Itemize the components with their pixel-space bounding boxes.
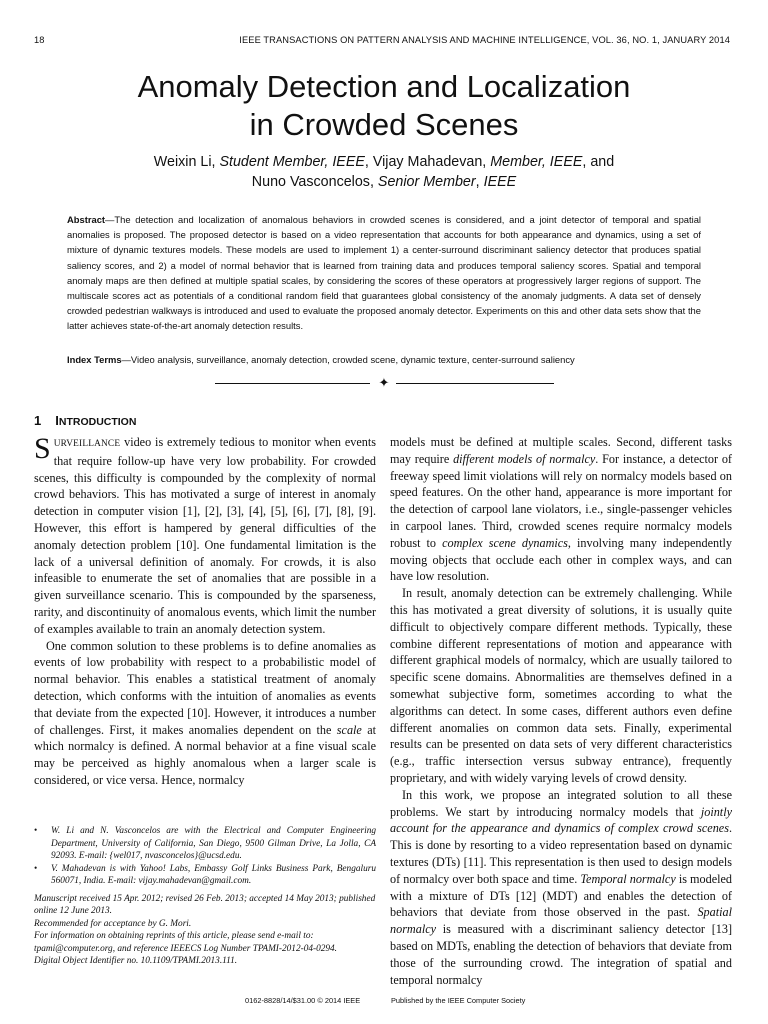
drop-cap: S	[34, 432, 51, 465]
separator-rule-left	[215, 383, 370, 384]
author-1-role: Student Member, IEEE	[219, 154, 365, 170]
title-line-1: Anomaly Detection and Localization	[137, 69, 631, 104]
paragraph-text: video is extremely tedious to monitor when events that require follow-up have very low probability. For crowded scenes, this difficulty is compounded by the complexity of normal crowd behaviors. This has motivated a surge of interest in anomaly detection in computer vision [1], [2], [3], [4], [5], [6], [7], [8], [9]. However, this effort is hampered by general difficulties of the anomaly detection problem [10]. One fundamental limitation is the lack of a universal definition of anomaly. For crowds, it is also infeasible to enumerate the set of anomalies that are possible in a given surveillance scenario. This is compounded by the sparseness, rarity, and discontinuity of anomalous events, which limit the number of examples available to train an anomaly detection system.	[34, 435, 376, 636]
author-1-name: Weixin Li,	[153, 154, 220, 170]
paragraph	[390, 787, 732, 989]
paragraph	[390, 434, 732, 585]
reprint-info: For information on obtaining reprints of this article, please send e-mail to: tpami@computer.org, and reference IEEECS Log Number TPAMI-2012-04-0294.	[34, 931, 338, 954]
paragraph-text: models must be defined at multiple scales. Second, different tasks may require	[390, 435, 732, 466]
index-terms-text: —Video analysis, surveillance, anomaly detection, crowded scene, dynamic texture, center-surround saliency	[121, 354, 575, 365]
doi: Digital Object Identifier no. 10.1109/TPAMI.2013.111.	[34, 956, 238, 966]
author-3-role: Senior Member	[377, 174, 476, 190]
footnote-text: V. Mahadevan is with Yahoo! Labs, Embassy Golf Links Business Park, Bengaluru 560071, India. E-mail: vijay.mahadevan@gmail.com.	[51, 863, 376, 886]
right-column	[390, 434, 732, 988]
section-number: 1	[34, 413, 42, 428]
paragraph-text: . This is done by resorting to a video representation based on dynamic textures (DTs) [11]. This representation is then used to design models of normalcy over both space and time.	[390, 821, 732, 886]
author-separator: ,	[475, 174, 484, 190]
paragraph-text: In this work, we propose an integrated solution to all these problems. We start by introducing normalcy models that	[390, 787, 732, 819]
index-terms-label: Index Terms	[67, 354, 122, 365]
authors-line-1	[0, 152, 768, 172]
footer-copyright: 0162-8828/14/$31.00 © 2014 IEEE	[245, 996, 361, 1005]
bullet-icon: •	[34, 826, 38, 836]
author-3-ieee: IEEE	[483, 174, 517, 190]
author-separator: , Vijay Mahadevan,	[364, 154, 491, 170]
paragraph-text: , involving many independently moving objects that occlude each other in complex ways, and can have low resolution.	[390, 535, 732, 584]
footnotes	[34, 825, 376, 968]
bullet-icon: •	[34, 863, 38, 874]
separator-rule-right	[396, 383, 554, 384]
paragraph-text: is modeled with a mixture of DTs [12] (MDT) and enables the detection of behaviors that deviate from those observed in the past.	[390, 871, 733, 920]
paragraph	[390, 585, 732, 787]
emphasis: jointly account for the appearance and dynamics of complex crowd scenes	[390, 804, 732, 836]
manuscript-dates: Manuscript received 15 Apr. 2012; revised 26 Feb. 2013; accepted 14 May 2013; published online 12 June 2013.	[34, 893, 376, 916]
page-number: 18	[34, 35, 45, 45]
footnote-text: W. Li and N. Vasconcelos are with the Electrical and Computer Engineering Department, University of California, San Diego, 9500 Gilman Drive, La Jolla, CA 92093. E-mail: {wel017, nvasconcelos}@ucsd.edu.	[51, 826, 376, 861]
recommended-by: Recommended for acceptance by G. Mori.	[34, 918, 192, 929]
footer-publisher: Published by the IEEE Computer Society	[391, 996, 526, 1005]
author-separator: , and	[582, 154, 615, 170]
paragraph	[34, 638, 376, 789]
section-title-rest: NTRODUCTION	[58, 416, 137, 428]
authors	[0, 152, 768, 192]
separator-ornament-icon: ✦	[378, 375, 390, 390]
abstract	[67, 212, 701, 334]
manuscript-info	[34, 893, 376, 968]
footnote-affiliation-2	[34, 863, 376, 888]
section-heading	[34, 413, 136, 428]
section-title-initial: I	[55, 413, 59, 428]
paragraph-text: at which normalcy is defined. A normal behavior at a fine visual scale may be perceived as highly anomalous when a larger scale is considered, or vice versa. Hence, normalcy	[34, 722, 377, 787]
running-head	[34, 35, 730, 49]
paper-title	[0, 68, 768, 144]
small-caps-lead: URVEILLANCE	[53, 439, 121, 449]
journal-header: IEEE TRANSACTIONS ON PATTERN ANALYSIS AND MACHINE INTELLIGENCE, VOL. 36, NO. 1, JANUARY 2014	[239, 35, 730, 45]
emphasis: complex scene dynamics	[442, 535, 568, 550]
paragraph-text: . For instance, a detector of freeway speed limit violations will rely on normalcy models based on speed features. On the other hand, appearance is more important for the detection of carpool lane violators, i.e., single-passenger vehicles in carpool lanes. Third, crowded scenes require normalcy models robust to	[390, 451, 732, 550]
title-line-2: in Crowded Scenes	[249, 107, 519, 142]
paragraph	[34, 434, 376, 638]
footnote-affiliation-1	[34, 825, 376, 863]
author-2-role: Member, IEEE	[490, 154, 583, 170]
left-column	[34, 434, 376, 789]
paragraph-text: is measured with a discriminant saliency detector [13] based on MDTs, enabling the detection of behaviors that deviate from those of the surrounding crowd. The integration of spatial and temporal normalcy	[390, 922, 732, 987]
emphasis: Temporal normalcy	[580, 871, 676, 886]
emphasis: Spatial normalcy	[390, 905, 732, 937]
emphasis: scale	[336, 722, 362, 737]
abstract-text: —The detection and localization of anomalous behaviors in crowded scenes is considered, and a joint detector of temporal and spatial anomalies is proposed. The proposed detector is based on a video representation that accounts for both appearance and dynamics, using a set of mixture of dynamic textures models. These models are used to implement 1) a center-surround discriminant saliency detector that produces spatial saliency scores, and 2) a model of normal behavior that is learned from training data and produces temporal saliency scores. Spatial and temporal anomaly maps are then defined at multiple spatial scales, by considering the scores of these operators at progressively larger regions of support. The multiscale scores act as potentials of a conditional random field that guarantees global consistency of the anomaly judgments. A data set of densely crowded pedestrian walkways is introduced and used to evaluate the proposed anomaly detector. Experiments on this and other data sets show that the latter achieves state-of-the-art anomaly detection results.	[67, 214, 701, 332]
emphasis: different models of normalcy	[453, 451, 596, 466]
paragraph-text: One common solution to these problems is to define anomalies as events of low probability with respect to a probabilistic model of normal behavior. This enables a statistical treatment of anomaly detection, which conforms with the intuition of anomalies as events that deviate from the expected [10]. However, it introduces a number of challenges. First, it makes anomalies dependent on the	[34, 638, 376, 737]
index-terms	[67, 353, 707, 367]
paragraph-text: In result, anomaly detection can be extremely challenging. While this has motivated a great diversity of solutions, it is usually quite difficult to objectively compare different methods. Typically, these combine different representations of motion and appearance with different graphical models of normalcy, which are usually tailored to specific scene domains. Abnormalities are themselves defined in a somewhat subjective form, sometimes according to what the algorithms can detect. In some cases, different authors even define different anomalies on common data sets. Finally, experimental results can be presented on data sets of very different characteristics (e.g., traffic intersection versus subway entrance), frequently proprietary, and with widely varying levels of crowd density.	[390, 586, 732, 785]
author-3-name: Nuno Vasconcelos,	[251, 174, 378, 190]
abstract-label: Abstract	[67, 214, 106, 225]
authors-line-2	[0, 172, 768, 192]
